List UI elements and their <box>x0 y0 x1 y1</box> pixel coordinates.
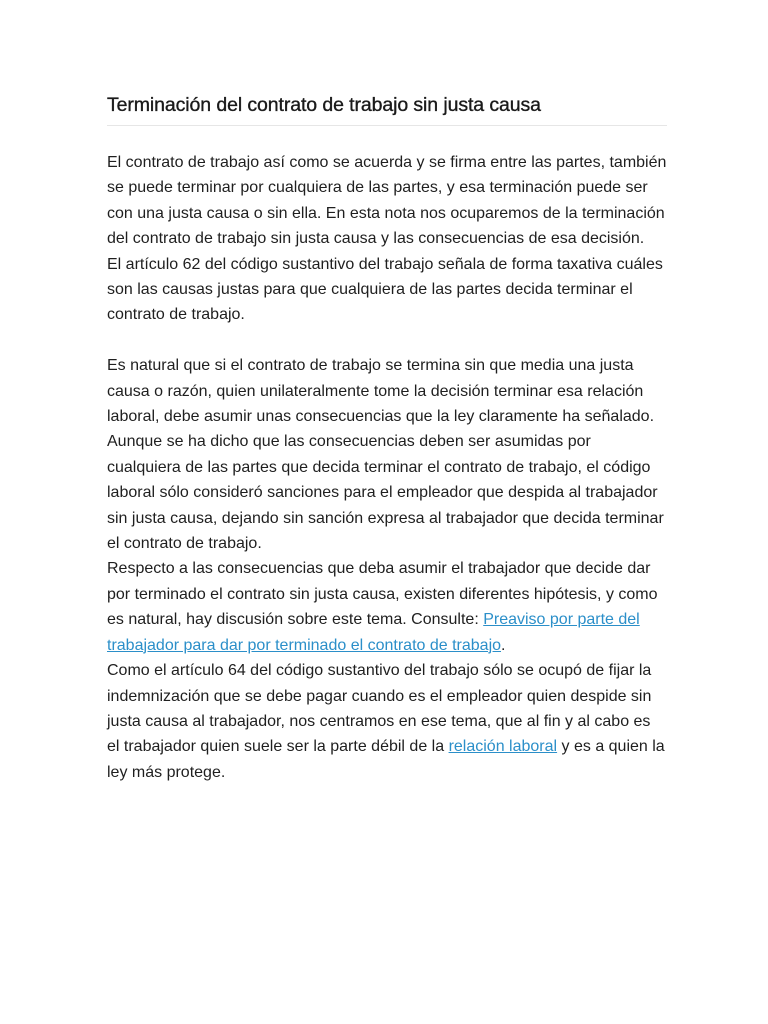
paragraph-text-end: y es a quien la ley más protege. <box>107 738 665 781</box>
paragraph-worker-consequences <box>107 556 667 658</box>
paragraph-text: Como el artículo 64 del código sustantivo del trabajo sólo se ocupó de fijar la indemnización que se debe pagar cuando es el empleador quien despide sin justa causa al trabajador, nos centramos en ese tema, que al fin y al cabo es el trabajador quien suele ser la parte débil de la <box>107 662 652 756</box>
paragraph-intro: El contrato de trabajo así como se acuerda y se firma entre las partes, también se puede terminar por cualquiera de las partes, y esa terminación puede ser con una justa causa o sin ella. En esta nota nos ocuparemos de la terminación del contrato de trabajo sin justa causa y las consecuencias de esa decisión. <box>107 154 667 248</box>
article <box>107 94 667 785</box>
paragraph-sanctions: Aunque se ha dicho que las consecuencias deben ser asumidas por cualquiera de las partes que decida terminar el contrato de trabajo, el código laboral sólo consideró sanciones para el empleador que despida al trabajador sin justa causa, dejando sin sanción expresa al trabajador que decida terminar el contrato de trabajo. <box>107 433 664 553</box>
paragraph-text-end: . <box>501 636 506 654</box>
article-title: Terminación del contrato de trabajo sin justa causa <box>107 94 667 126</box>
article-body <box>107 150 667 785</box>
paragraph-article-64 <box>107 658 667 785</box>
paragraph-article-62: El artículo 62 del código sustantivo del trabajo señala de forma taxativa cuáles son las causas justas para que cualquiera de las partes decida terminar el contrato de trabajo. <box>107 255 663 324</box>
paragraph-consequences: Es natural que si el contrato de trabajo se termina sin que media una justa causa o razón, quien unilateralmente tome la decisión terminar esa relación laboral, debe asumir unas consecuencias que la ley claramente ha señalado. <box>107 357 655 426</box>
preaviso-link[interactable]: Preaviso por parte del trabajador para dar por terminado el contrato de trabajo <box>107 611 640 654</box>
paragraph-text: Respecto a las consecuencias que deba asumir el trabajador que decide dar por terminado el contrato sin justa causa, existen diferentes hipótesis, y como es natural, hay discusión sobre este tema. Consulte: <box>107 560 658 629</box>
relacion-laboral-link[interactable]: relación laboral <box>448 738 558 756</box>
